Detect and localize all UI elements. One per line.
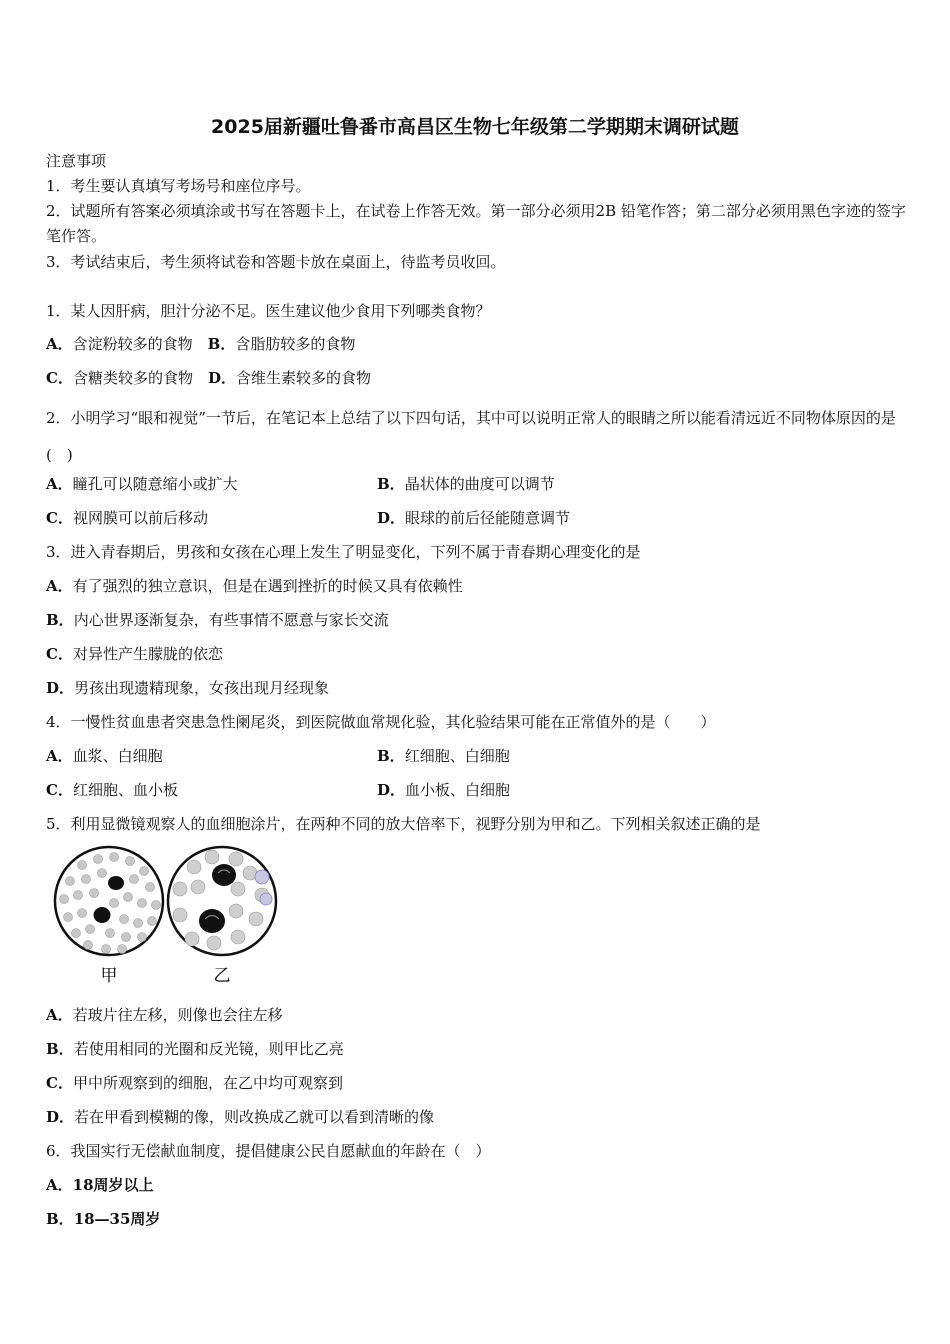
option-letter: D． bbox=[46, 679, 75, 697]
option-letter: A． bbox=[46, 577, 73, 595]
field-jia bbox=[55, 847, 163, 986]
option-letter: C． bbox=[46, 781, 73, 799]
q4-option-d bbox=[377, 780, 510, 800]
option-text: 对异性产生朦胧的依恋 bbox=[72, 645, 223, 663]
option-letter: C． bbox=[46, 369, 73, 387]
option-text: 有了强烈的独立意识，但是在遇到挫折的时候又具有依赖性 bbox=[72, 577, 463, 595]
option-letter: A． bbox=[46, 335, 73, 353]
q5-option-a bbox=[46, 1005, 283, 1025]
question-3-stem: 3．进入青春期后，男孩和女孩在心理上发生了明显变化，下列不属于青春期心理变化的是 bbox=[46, 543, 641, 561]
option-text: 红细胞、血小板 bbox=[72, 781, 178, 799]
option-text: 18周岁以上 bbox=[72, 1176, 154, 1194]
option-letter: C． bbox=[46, 509, 73, 527]
option-letter: C． bbox=[46, 1074, 73, 1092]
option-letter: A． bbox=[46, 1176, 73, 1194]
q1-option-c bbox=[46, 368, 371, 388]
option-text: 血浆、白细胞 bbox=[72, 747, 163, 765]
option-letter: B． bbox=[46, 1210, 74, 1228]
page-title: 2025届新疆吐鲁番市高昌区生物七年级第二学期期末调研试题 bbox=[211, 116, 739, 138]
option-letter: A． bbox=[46, 1006, 73, 1024]
q4-option-b bbox=[377, 746, 510, 766]
option-letter: B． bbox=[377, 747, 405, 765]
question-5-stem: 5．利用显微镜观察人的血细胞涂片，在两种不同的放大倍率下，视野分别为甲和乙。下列相关叙述正确的是 bbox=[46, 815, 761, 833]
microscope-fields-figure bbox=[52, 843, 282, 988]
option-letter: B． bbox=[207, 335, 236, 353]
option-text: 若使用相同的光圈和反光镜，则甲比乙亮 bbox=[73, 1040, 344, 1058]
option-text: 18—35周岁 bbox=[73, 1210, 161, 1228]
option-letter: B． bbox=[46, 611, 74, 629]
figure-label-jia: 甲 bbox=[100, 966, 118, 986]
q5-option-c bbox=[46, 1073, 343, 1093]
notice-item-1: 1．考生要认真填写考场号和座位序号。 bbox=[46, 177, 311, 195]
option-letter: D． bbox=[46, 1108, 75, 1126]
option-letter: A． bbox=[46, 747, 73, 765]
option-text: 含脂肪较多的食物 bbox=[235, 335, 356, 353]
q6-option-a bbox=[46, 1175, 154, 1195]
q5-option-b bbox=[46, 1039, 344, 1059]
question-4-stem: 4．一慢性贫血患者突患急性阑尾炎，到医院做血常规化验，其化验结果可能在正常值外的是（ ） bbox=[46, 713, 716, 731]
option-text: 若在甲看到模糊的像，则改换成乙就可以看到清晰的像 bbox=[74, 1108, 435, 1126]
option-text: 若玻片往左移，则像也会往左移 bbox=[72, 1006, 283, 1024]
q2-option-c bbox=[46, 508, 208, 528]
notice-item-2: 2．试题所有答案必须填涂或书写在答题卡上，在试卷上作答无效。第一部分必须用2B 铅笔作答；第二部分必须用黑色字迹的签字笔作答。 bbox=[46, 202, 906, 245]
q6-option-b bbox=[46, 1209, 160, 1229]
q4-option-c bbox=[46, 780, 178, 800]
option-letter: B． bbox=[46, 1040, 74, 1058]
option-letter: B． bbox=[377, 475, 405, 493]
option-text: 含淀粉较多的食物 bbox=[72, 335, 193, 353]
option-text: 血小板、白细胞 bbox=[405, 781, 511, 799]
option-text: 瞳孔可以随意缩小或扩大 bbox=[72, 475, 238, 493]
option-text: 视网膜可以前后移动 bbox=[72, 509, 208, 527]
option-letter: D． bbox=[377, 509, 406, 527]
notice-heading: 注意事项 bbox=[46, 152, 107, 170]
option-letter: C． bbox=[46, 645, 73, 663]
q3-option-b bbox=[46, 610, 389, 630]
option-letter: D． bbox=[377, 781, 406, 799]
q2-option-a bbox=[46, 474, 238, 494]
q2-option-d bbox=[377, 508, 570, 528]
option-text: 晶状体的曲度可以调节 bbox=[404, 475, 555, 493]
figure-label-yi: 乙 bbox=[213, 966, 231, 986]
q5-option-d bbox=[46, 1107, 434, 1127]
question-6-stem: 6．我国实行无偿献血制度，提倡健康公民自愿献血的年龄在（ ） bbox=[46, 1142, 491, 1160]
q1-option-a bbox=[46, 334, 355, 354]
question-1-stem: 1．某人因肝病，胆汁分泌不足。医生建议他少食用下列哪类食物？ bbox=[46, 302, 491, 320]
option-letter: A． bbox=[46, 475, 73, 493]
option-letter: D． bbox=[207, 369, 236, 387]
notice-item-3: 3．考试结束后，考生须将试卷和答题卡放在桌面上，待监考员收回。 bbox=[46, 253, 506, 271]
question-2-stem: 2．小明学习“眼和视觉”一节后，在笔记本上总结了以下四句话，其中可以说明正常人的眼睛之所以能看清远近不同物体原因的是 ( ) bbox=[46, 409, 896, 464]
q2-option-b bbox=[377, 474, 555, 494]
option-text: 含维生素较多的食物 bbox=[236, 369, 372, 387]
option-text: 红细胞、白细胞 bbox=[404, 747, 510, 765]
q3-option-c bbox=[46, 644, 223, 664]
q3-option-d bbox=[46, 678, 329, 698]
q3-option-a bbox=[46, 576, 463, 596]
option-text: 甲中所观察到的细胞，在乙中均可观察到 bbox=[72, 1074, 343, 1092]
option-text: 眼球的前后径能随意调节 bbox=[405, 509, 571, 527]
option-text: 男孩出现遗精现象，女孩出现月经现象 bbox=[74, 679, 330, 697]
field-yi bbox=[168, 847, 276, 986]
q4-option-a bbox=[46, 746, 163, 766]
option-text: 含糖类较多的食物 bbox=[72, 369, 193, 387]
option-text: 内心世界逐渐复杂，有些事情不愿意与家长交流 bbox=[73, 611, 389, 629]
